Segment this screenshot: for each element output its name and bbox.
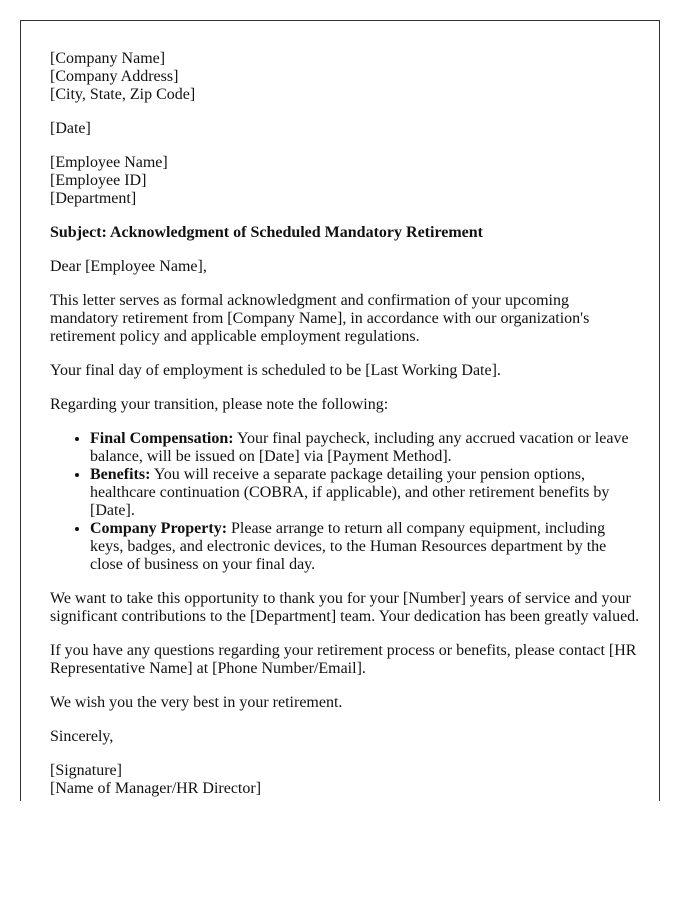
company-name: [Company Name] [50, 50, 166, 67]
transition-list [50, 430, 640, 574]
subject-line: Subject: Acknowledgment of Scheduled Mandatory Retirement [50, 224, 484, 241]
letter-page [20, 20, 660, 801]
item-label: Company Property: [90, 520, 228, 537]
item-label: Final Compensation: [90, 430, 234, 447]
thanks-paragraph: We want to take this opportunity to thank you for your [Number] years of service and your significant contributions to the [Department] team. Your dedication has been greatly valued. [50, 590, 640, 625]
list-item-company-property [90, 520, 640, 574]
wishes-paragraph: We wish you the very best in your retirement. [50, 694, 343, 711]
employee-id: [Employee ID] [50, 172, 147, 189]
transition-intro: Regarding your transition, please note the following: [50, 396, 389, 413]
item-text: You will receive a separate package detailing your pension options, healthcare continuation (COBRA, if applicable), and other retirement benefits by [Date]. [90, 466, 610, 519]
company-address: [Company Address] [50, 68, 179, 85]
signature: [Signature] [50, 762, 122, 779]
item-label: Benefits: [90, 466, 151, 483]
intro-paragraph: This letter serves as formal acknowledgment and confirmation of your upcoming mandatory retirement from [Company Name], in accordance with our organization's retirement policy and applicable employment regulations. [50, 292, 590, 345]
list-item-final-compensation [90, 430, 640, 466]
department: [Department] [50, 190, 137, 207]
item-text: Your final paycheck, including any accrued vacation or leave balance, will be issued on [Date] via [Payment Method]. [90, 430, 629, 465]
contact-paragraph: If you have any questions regarding your retirement process or benefits, please contact [HR Representative Name] at [Phone Number/Email]. [50, 642, 637, 677]
final-day-paragraph: Your final day of employment is scheduled to be [Last Working Date]. [50, 362, 501, 379]
list-item-benefits [90, 466, 640, 520]
signer-name: [Name of Manager/HR Director] [50, 780, 262, 797]
sign-off: Sincerely, [50, 728, 114, 745]
recipient-block [50, 154, 640, 208]
employee-name: [Employee Name] [50, 154, 168, 171]
signature-block [50, 762, 640, 798]
item-text: Please arrange to return all company equipment, including keys, badges, and electronic devices, to the Human Resources department by the close of business on your final day. [90, 520, 607, 573]
city-state-zip: [City, State, Zip Code] [50, 86, 196, 103]
letter-date: [Date] [50, 120, 91, 137]
sender-block [50, 50, 640, 104]
salutation: Dear [Employee Name], [50, 258, 207, 275]
letter-content [50, 50, 640, 801]
